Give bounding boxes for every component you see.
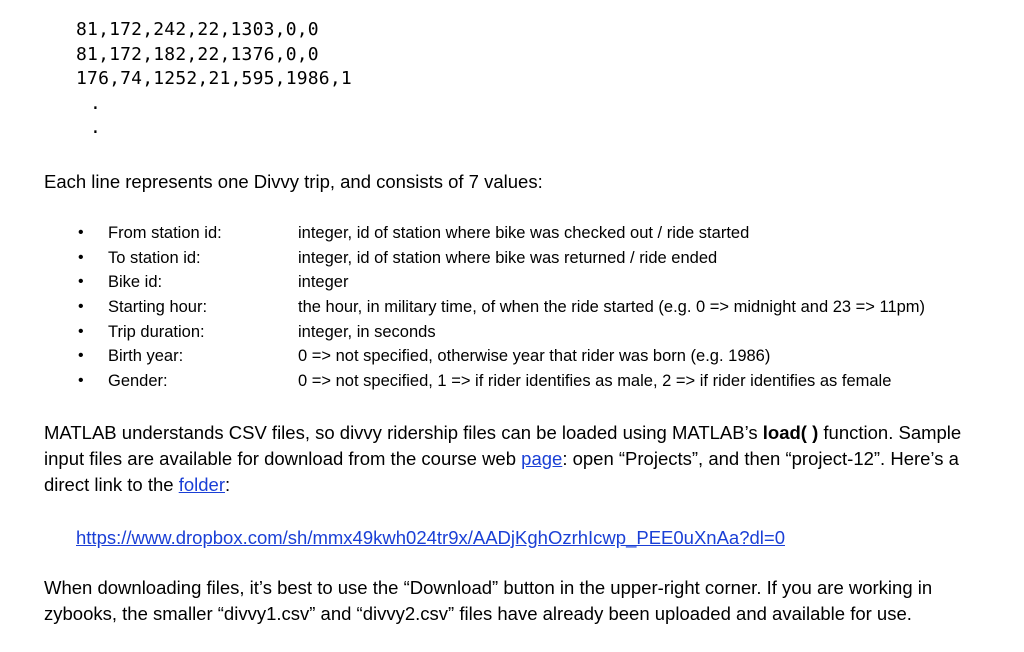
dropbox-url-line — [76, 525, 785, 551]
bullet-icon: • — [78, 248, 84, 266]
field-description: integer, id of station where bike was returned / ride ended — [298, 248, 718, 267]
field-description: 0 => not specified, otherwise year that rider was born (e.g. 1986) — [298, 347, 771, 366]
load-function-name: load( ) — [762, 422, 819, 443]
field-name: Bike id: — [108, 273, 163, 292]
field-description: integer — [298, 273, 349, 292]
field-description: integer, in seconds — [298, 322, 436, 341]
field-name: Gender: — [108, 372, 168, 391]
bullet-icon: • — [78, 224, 84, 241]
bullet-icon: • — [78, 298, 84, 316]
course-page-link[interactable]: page — [521, 448, 563, 469]
field-name: Trip duration: — [108, 322, 205, 341]
paragraph-text: : — [224, 474, 231, 495]
field-description: 0 => not specified, 1 => if rider identifies as male, 2 => if rider identifies as female — [298, 372, 892, 391]
intro-text: Each line represents one Divvy trip, and consists of 7 values: — [44, 171, 543, 192]
download-instructions-paragraph: When downloading files, it’s best to use the “Download” button in the upper-right corner. If you are working in zybooks, the smaller “divvy1.csv” and “divvy2.csv” files have already been uploaded and available for use. — [44, 577, 933, 624]
csv-sample-line: 176,74,1252,21,595,1986,1 — [76, 68, 352, 89]
folder-link[interactable]: folder — [178, 474, 225, 495]
paragraph-text: : open “Projects”, and then “project-12”. Here’s a direct link to the — [44, 448, 959, 495]
field-row-from-station — [0, 221, 1024, 246]
field-name: Starting hour: — [108, 298, 208, 317]
field-name: To station id: — [108, 248, 201, 267]
bullet-icon: • — [78, 273, 84, 291]
csv-sample-block — [76, 18, 352, 140]
field-definition-list — [0, 221, 1024, 394]
dropbox-link[interactable]: https://www.dropbox.com/sh/mmx49kwh024tr9x/AADjKghOzrhIcwp_PEE0uXnAa?dl=0 — [76, 527, 785, 548]
paragraph-text: MATLAB understands CSV files, so divvy ridership files can be loaded using MATLAB’s — [44, 422, 763, 443]
field-row-birth-year — [0, 344, 1024, 369]
csv-sample-line: 81,172,242,22,1303,0,0 — [76, 19, 319, 40]
bullet-icon: • — [78, 372, 84, 390]
field-row-trip-duration — [0, 320, 1024, 345]
paragraph-text: function. Sample input files are available for download from the course web — [44, 422, 962, 469]
field-row-to-station — [0, 246, 1024, 271]
bullet-icon: • — [78, 347, 84, 365]
continuation-dot: . — [90, 116, 102, 138]
field-name: From station id: — [108, 224, 222, 242]
field-description: the hour, in military time, of when the ride started (e.g. 0 => midnight and 23 => 11pm) — [298, 298, 926, 317]
bullet-icon: • — [78, 322, 84, 340]
matlab-load-paragraph — [44, 420, 1004, 498]
field-row-gender — [0, 369, 1024, 394]
field-description: integer, id of station where bike was checked out / ride started — [298, 224, 750, 242]
field-row-bike-id — [0, 270, 1024, 295]
csv-sample-line: 81,172,182,22,1376,0,0 — [76, 43, 319, 65]
continuation-dot: . — [90, 92, 102, 114]
field-name: Birth year: — [108, 347, 184, 366]
field-row-starting-hour — [0, 295, 1024, 320]
